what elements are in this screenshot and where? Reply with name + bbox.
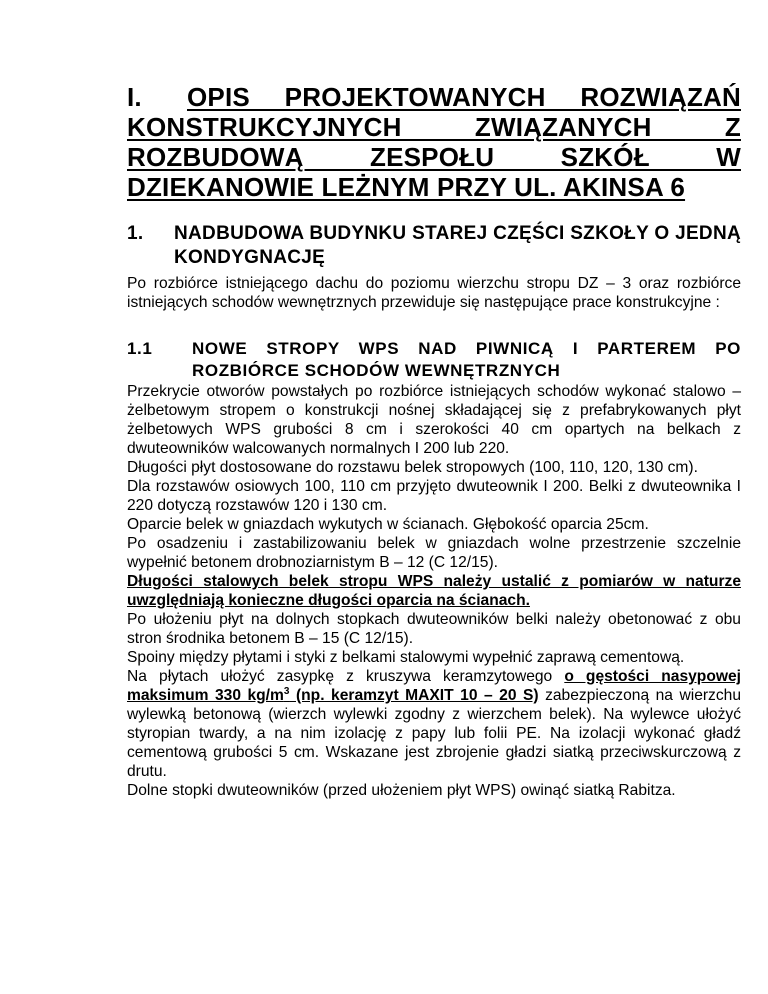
paragraph-2: Długości płyt dostosowane do rozstawu belek stropowych (100, 110, 120, 130 cm). bbox=[127, 459, 698, 476]
document-page bbox=[127, 82, 741, 800]
section-1-1-title: NOWE STROPY WPS NAD PIWNICĄ I PARTEREM PO ROZBIÓRCE SCHODÓW WEWNĘTRZNYCH bbox=[192, 339, 741, 380]
section-1-number: 1. bbox=[127, 223, 144, 244]
paragraph-7: Po ułożeniu płyt na dolnych stopkach dwuteowników belki należy obetonować z obu stron środnika betonem B – 15 (C 12/15). bbox=[127, 611, 741, 647]
main-heading-text: OPIS PROJEKTOWANYCH ROZWIĄZAŃ KONSTRUKCYJNYCH ZWIĄZANYCH Z ROZBUDOWĄ ZESPOŁU SZKÓŁ W DZIEKANOWIE LEŻNYM PRZY UL. AKINSA 6 bbox=[127, 82, 741, 202]
section-1-1-number: 1.1 bbox=[127, 339, 153, 358]
paragraph-5: Po osadzeniu i zastabilizowaniu belek w gniazdach wolne przestrzenie szczelnie wypełnić betonem drobnoziarnistym B – 12 (C 12/15). bbox=[127, 535, 741, 571]
paragraph-8: Spoiny między płytami i styki z belkami stalowymi wypełnić zaprawą cementową. bbox=[127, 649, 685, 666]
paragraph-1: Przekrycie otworów powstałych po rozbiórce istniejących schodów wykonać stalowo – żelbetowym stropem o konstrukcji nośnej składającej się z prefabrykowanych płyt żelbetowych WPS grubości 8 cm i szerokości 40 cm opartych na belkach z dwuteowników walcowanych normalnych I 200 lub 220. bbox=[127, 383, 741, 457]
section-1-intro: Po rozbiórce istniejącego dachu do poziomu wierzchu stropu DZ – 3 oraz rozbiórce istniejących schodów wewnętrznych przewiduje się następujące prace konstrukcyjne : bbox=[127, 275, 741, 311]
paragraph-9 bbox=[127, 667, 741, 781]
paragraph-9-superscript: 3 bbox=[283, 685, 290, 697]
paragraph-9-start: Na płytach ułożyć zasypkę z kruszywa keramzytowego bbox=[127, 668, 565, 685]
section-1-heading bbox=[127, 222, 741, 270]
main-heading-number: I. bbox=[127, 82, 142, 112]
section-1-title: NADBUDOWA BUDYNKU STAREJ CZĘŚCI SZKOŁY O JEDNĄ KONDYGNACJĘ bbox=[174, 223, 741, 268]
paragraph-9-bold-b: (np. keramzyt MAXIT 10 – 20 S) bbox=[289, 687, 539, 704]
paragraph-4: Oparcie belek w gniazdach wykutych w ścianach. Głębokość oparcia 25cm. bbox=[127, 516, 649, 533]
paragraph-10: Dolne stopki dwuteowników (przed ułożeniem płyt WPS) owinąć siatką Rabitza. bbox=[127, 782, 676, 799]
paragraph-3: Dla rozstawów osiowych 100, 110 cm przyjęto dwuteownik I 200. Belki z dwuteownika I 220 dotyczą rozstawów 120 i 130 cm. bbox=[127, 478, 741, 514]
main-heading bbox=[127, 82, 741, 202]
paragraph-6-bold-underlined: Długości stalowych belek stropu WPS należy ustalić z pomiarów w naturze uwzględniają konieczne długości oparcia na ścianach. bbox=[127, 573, 741, 609]
paragraph-9-end: zabezpieczoną na wierzchu wylewką betonową (wierzch wylewki zgodny z wierzchem belek). Na wylewce ułożyć styropian twardy, a na nim izolację z papy lub folii PE. Na izolacji wykonać gładź cementową grubości 5 cm. Wskazane jest zbrojenie gładzi siatką przeciwskurczową z drutu. bbox=[127, 687, 741, 780]
paragraph-9-bold-a: o gęstości nasypowej maksimum 330 kg/m bbox=[127, 668, 741, 704]
section-1-1-heading bbox=[127, 338, 741, 382]
